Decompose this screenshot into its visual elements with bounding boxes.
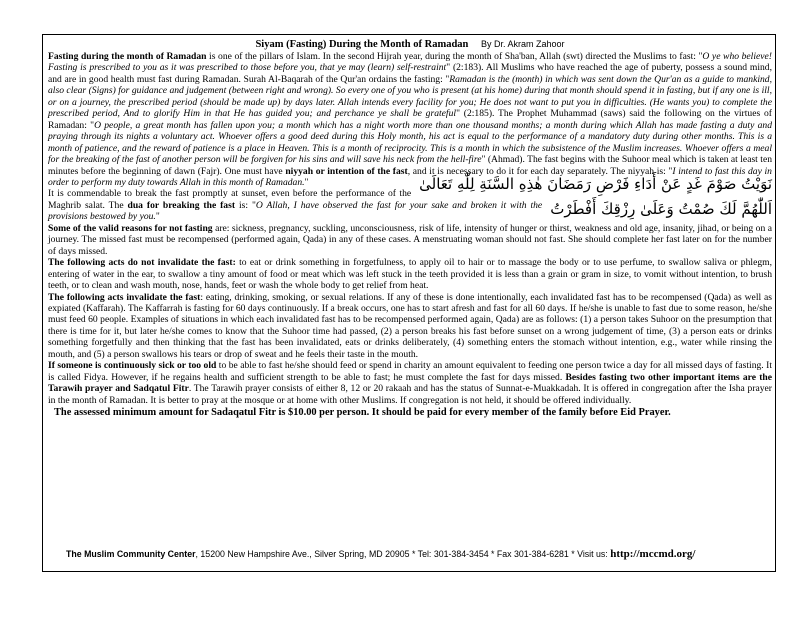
footer bbox=[66, 548, 766, 560]
text: to be able to fast he/she should feed or spend in charity an amount equivalent to feeding one person twice a day for all missed days of fasting. It is called Fidya. However, if he regains health and sufficient strength to be able to fast; he must complete the fast for days missed. bbox=[48, 360, 772, 383]
bold-text: The following acts do not invalidate the fast: bbox=[48, 257, 236, 269]
header bbox=[48, 38, 772, 51]
text: : eating, drinking, smoking, or sexual relations. If any of these is done intentionally, each invalidated fast has to be recompensed (Qada) as well as expiated (Kaffarah). The Kaffarrah is fasting for 60 days continuously. If a break occurs, one has to start afresh and fast for all 60 days. If he/she is unable to fast due to some reason, he/she must feed 60 people. Examples of situations in which each invalidated fast has to be recompensed performed again, Qada) are as follows: (1) a person takes Suhoor on the presumption that there is time for it, but later he/she comes to know that the Suhoor time had passed, (2) a person breaks his fast before sunset on a wrong judgement of time, (3) a person eats or drinks something forgetfully and then thinking that the fast has been invalidated, eats or drinks deliberately, (4) something enters the stomach without intention, e.g., water while rinsing the mouth, and (5) a person swallows his tears or drop of sweat and he feels their taste in the mouth. bbox=[48, 291, 772, 360]
text: " bbox=[155, 211, 160, 223]
hadith-quote: O people, a great month has fallen upon you; a month which has a night worth more than one thousand months; a month during which Allah has made fasting a duty and praying through its nights a voluntary act. Whoever offers a good deed during this Holy month, his act is equal to the performance of a mandatory duty during other months. This is a month of patience, and the reward of patience is a place in Heaven. This is a month of reciprocity. This is a month in which the subsistence of the Muslim increases. Whoever offers a meal for the breaking of the fast of another person will be forgiven for his sins and will save his neck from the hell-fire bbox=[48, 119, 772, 166]
paragraph-iftar bbox=[48, 188, 772, 222]
arabic-dua: اَللّٰهُمَّ لَكَ صُمْتُ وَعَلَىٰ رِزْقِكَ أَفْطَرْتُ bbox=[550, 199, 772, 218]
quran-quote: O ye who believe! Fasting is prescribed to you as it was prescribed to those before you, that ye may (learn) self-restraint bbox=[48, 51, 772, 74]
paragraph-intro bbox=[48, 51, 772, 193]
organization-name: The Muslim Community Center bbox=[66, 549, 196, 559]
text: " (Ahmad). The fast begins with the Suhoor meal which is taken at least ten minutes before the beginning of dawn (Fajr). One must have bbox=[48, 154, 772, 177]
text: It is commendable to break the fast promptly at sunset, even before the performance of the Maghrib salat. The bbox=[48, 188, 412, 211]
text: to eat or drink something in forgetfulness, to apply oil to hair or to massage the body or to use perfume, to swallow saliva or phlegm, entering of water in the ear, to swallow a tiny amount of food or meat which was left stuck in the teeth provided it is less than a grain or gram in size, to vomit without intention, to brush teeth, or to clean and wash mouth, nose, hands, feet or wash the whole body to get relief from heat. bbox=[48, 257, 772, 292]
bold-text: If someone is continuously sick or too old bbox=[48, 360, 217, 372]
document-content bbox=[48, 38, 772, 419]
bold-text: niyyah or intention of the fast bbox=[285, 165, 408, 177]
paragraph-invalidate bbox=[48, 292, 772, 361]
website-link[interactable]: http://mccmd.org/ bbox=[610, 548, 696, 560]
author: By Dr. Akram Zahoor bbox=[481, 39, 565, 49]
contact-info: , 15200 New Hampshire Ave., Silver Spring, MD 20905 * Tel: 301-384-3454 * Fax 301-384-6281 * Visit us: bbox=[195, 549, 611, 559]
niyyah-quote: I intend to fast this day in order to perform my duty towards Allah in this month of Ramadan. bbox=[48, 165, 772, 188]
dua-quote: O Allah, I have observed the fast for your sake and broken it with the provisions bestowed by you. bbox=[48, 199, 543, 223]
text: " (2:183). All Muslims who have reached the age of puberty, possess a sound mind, and are in good health must fast during Ramadan. Surah Al-Baqarah of the Qur'an ordains the fasting: " bbox=[48, 62, 772, 85]
bold-text: Fasting during the month of Ramadan bbox=[48, 51, 207, 62]
text: are: sickness, pregnancy, suckling, unconsciousness, risk of life, intensity of hunger or thirst, weakness and old age, insanity, jihad, or being on a journey. The missed fast must be recompensed (performed again, Qada) in any of these cases. A menstruating woman should not fast. She should complete her fast later on for the number of days missed. bbox=[48, 222, 773, 257]
bold-text: dua for breaking the fast bbox=[127, 199, 236, 211]
paragraph-fidya-tarawih bbox=[48, 360, 772, 406]
quran-quote: Ramadan is the (month) in which was sent down the Qur'an as a guide to mankind, also clear (Signs) for guidance and judgement (between right and wrong). So every one of you who is present (at his home) during that month should spend it in fasting, but if any one is ill, or on a journey, the prescribed period (should be made up) by days later. Allah intends every facility for you; He does not want to put you in difficulties. (He wants you) to complete the prescribed period, And to glorify Him in that He has guided you; and perchance ye shall be grateful bbox=[48, 73, 772, 120]
text: is one of the pillars of Islam. In the second Hijrah year, during the month of Sha'ban, Allah (swt) directed the Muslims to fast: " bbox=[206, 51, 703, 62]
bold-text: The following acts invalidate the fast bbox=[48, 291, 201, 303]
paragraph-valid-reasons bbox=[48, 223, 772, 257]
arabic-niyyah: نَوَيْتُ صَوْمَ غَدٍ عَنْ أَدَاءِ فَرْضِ رَمَضَانَ هٰذِهِ السَّنَةِ لِلّٰهِ تَعَالَىٰ bbox=[419, 174, 772, 193]
bold-text: Besides fasting two other important items are the Tarawih prayer and Sadqatul Fitr bbox=[48, 371, 772, 395]
bold-text: Some of the valid reasons for not fasting bbox=[48, 222, 213, 234]
paragraph-not-invalidate bbox=[48, 257, 772, 291]
text: , and it is necessary to do it for each day separately. The niyyah is: " bbox=[407, 165, 673, 177]
text: is: " bbox=[235, 199, 256, 211]
text: " (2:185). The Prophet Muhammad (saws) said the following on the virtues of Ramadan: " bbox=[48, 108, 772, 131]
document-title: Siyam (Fasting) During the Month of Ramadan bbox=[255, 39, 469, 50]
text: . The Tarawih prayer consists of either 8, 12 or 20 rakaah and has the status of Sunnat-e-Muakkadah. It is offered in congregation after the Isha prayer in the month of Ramadan. It is better to pray at the mosque or at home with other Muslims. If congregation is not held, it should be offered individually. bbox=[48, 383, 772, 406]
sadaqatul-fitr-notice: The assessed minimum amount for Sadaqatul Fitr is $10.00 per person. It should be paid for every member of the family before Eid Prayer. bbox=[54, 407, 671, 419]
text: " bbox=[304, 176, 309, 188]
